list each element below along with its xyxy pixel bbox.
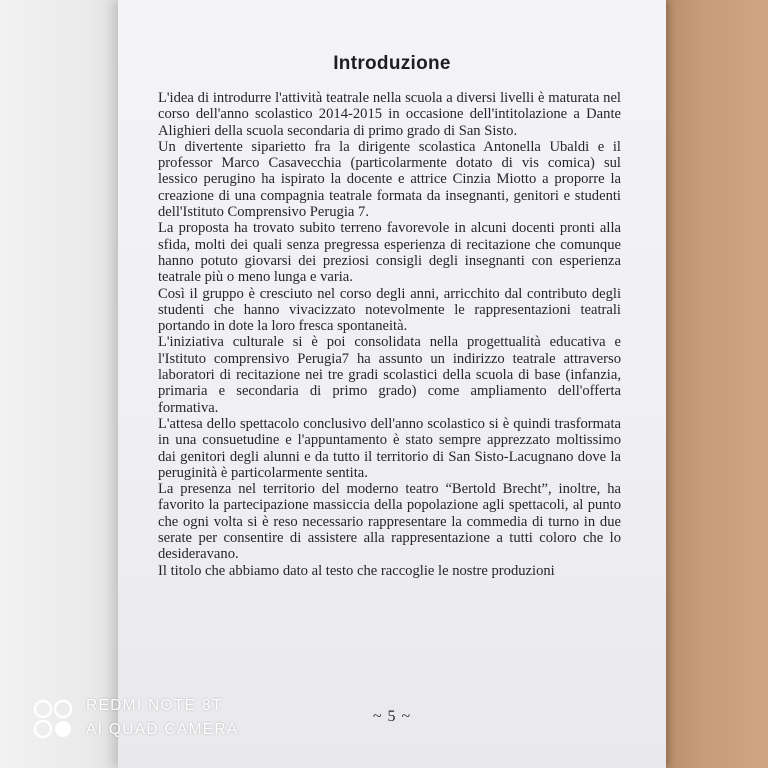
paragraph-7: La presenza nel territorio del moderno teatro “Bertold Brecht”, inoltre, ha favorito la partecipazione massiccia della popolazione agli spettacoli, al punto che ogni volta si è reso necessario rappresentare la commedia di turno in due serate per consentire di assistere alla rappresentazione a tutti coloro che lo desideravano. [158, 481, 621, 563]
paragraph-4: Così il gruppo è cresciuto nel corso degli anni, arricchito dal contributo degli studenti che hanno vivacizzato notevolmente le rappresentazioni teatrali portando in dote la loro fresca spontaneità. [158, 285, 621, 335]
page-number: ~ 5 ~ [372, 708, 412, 725]
watermark-device-name: REDMI NOTE 8T [86, 697, 223, 714]
background-left [0, 0, 130, 768]
book-page [118, 0, 666, 768]
paragraph-1: L'idea di introdurre l'attività teatrale nella scuola a diversi livelli è maturata nel corso dell'anno scolastico 2014-2015 in occasione dell'intitolazione a Dante Alighieri della scuola secondaria di primo grado di San Sisto. [158, 90, 621, 139]
page-title: Introduzione [333, 53, 451, 74]
paragraph-3: La proposta ha trovato subito terreno favorevole in alcuni docenti pronti alla sfida, molti dei quali senza pregressa esperienza di recitazione che comunque hanno potuto giovarsi dei preziosi consigli degli insegnanti con esperienza teatrale più o meno lunga e varia. [158, 220, 621, 286]
body-text [158, 90, 621, 579]
watermark-camera-label: AI QUAD CAMERA [86, 721, 239, 738]
paragraph-5: L'iniziativa culturale si è poi consolidata nella progettualità educativa e l'Istituto comprensivo Perugia7 ha assunto un indirizzo teatrale attraverso laboratori di recitazione nei tre gradi scolastici della scuola di base (infanzia, primaria e secondaria di primo grado) come ampliamento dell'offerta formativa. [158, 334, 621, 416]
wooden-desk-background [662, 0, 768, 768]
paragraph-6: L'attesa dello spettacolo conclusivo dell'anno scolastico si è quindi trasformata in una consuetudine e l'appuntamento è stato sempre apprezzato moltissimo dai genitori degli alunni e da tutto il territorio di San Sisto-Lacugnano dove la peruginità è particolarmente sentita. [158, 415, 621, 481]
quad-camera-lens-icon [32, 698, 74, 740]
paragraph-8: Il titolo che abbiamo dato al testo che raccoglie le nostre produzioni [158, 562, 555, 579]
paragraph-2: Un divertente siparietto fra la dirigente scolastica Antonella Ubaldi e il professor Marco Casavecchia (particolarmente dotato di vis comica) sul lessico perugino ha ispirato la docente e attrice Cinzia Miotto a proporre la creazione di una compagnia teatrale formata da insegnanti, genitori e studenti dell'Istituto Comprensivo Perugia 7. [158, 138, 621, 221]
